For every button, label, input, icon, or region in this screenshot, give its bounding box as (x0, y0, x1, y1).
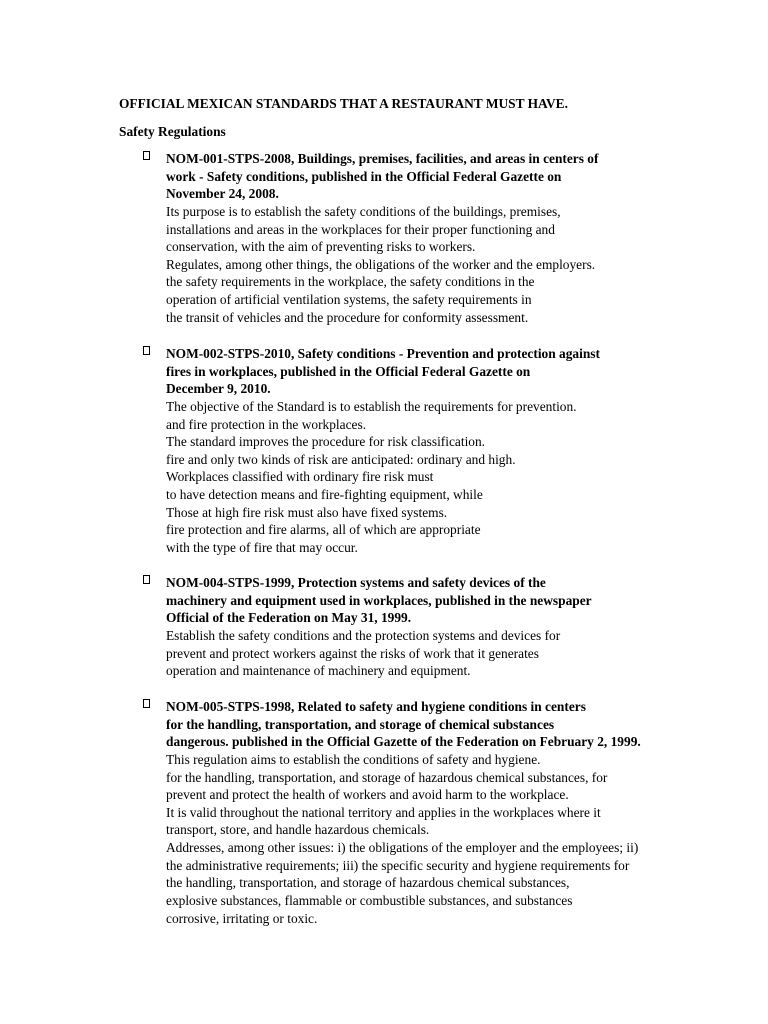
standard-heading-line: NOM-004-STPS-1999, Protection systems and safety devices of the (166, 575, 546, 590)
standard-text (166, 345, 600, 557)
standard-body-line: the safety requirements in the workplace, the safety conditions in the (166, 274, 535, 290)
standard-text (166, 698, 641, 927)
standard-heading-line: NOM-002-STPS-2010, Safety conditions - Prevention and protection against (166, 346, 600, 361)
standard-body-line: prevent and protect workers against the risks of work that it generates (166, 645, 539, 661)
checkbox-bullet-icon (143, 346, 150, 355)
standard-body-line: Regulates, among other things, the obligations of the worker and the employers. (166, 256, 596, 272)
standard-heading-line: Official of the Federation on May 31, 1999. (166, 610, 412, 626)
standard-body-line: transport, store, and handle hazardous chemicals. (166, 822, 430, 838)
standard-body-line: The objective of the Standard is to establish the requirements for prevention. (166, 398, 577, 414)
section-heading: Safety Regulations (119, 124, 226, 139)
standard-body-line: The standard improves the procedure for risk classification. (166, 434, 486, 450)
standard-heading-line: NOM-005-STPS-1998, Related to safety and hygiene conditions in centers (166, 699, 586, 714)
standard-body-line: explosive substances, flammable or combustible substances, and substances (166, 893, 573, 909)
standard-body-line: with the type of fire that may occur. (166, 540, 358, 556)
standard-body-line: Its purpose is to establish the safety conditions of the buildings, premises, (166, 203, 561, 219)
standard-body-line: the administrative requirements; iii) the specific security and hygiene requirements for (166, 857, 630, 873)
standard-heading-line: work - Safety conditions, published in the Official Federal Gazette on (166, 168, 562, 184)
standard-body-line: and fire protection in the workplaces. (166, 416, 367, 432)
standard-body-line: operation of artificial ventilation systems, the safety requirements in (166, 292, 532, 308)
standard-heading-line: dangerous. published in the Official Gazette of the Federation on February 2, 1999. (166, 734, 641, 750)
standard-body-line: Establish the safety conditions and the protection systems and devices for (166, 627, 561, 643)
standard-body-line: Workplaces classified with ordinary fire risk must (166, 469, 434, 485)
standard-heading-line: November 24, 2008. (166, 186, 279, 202)
standard-body-line: installations and areas in the workplaces for their proper functioning and (166, 221, 555, 237)
standard-body-line: operation and maintenance of machinery and equipment. (166, 663, 471, 679)
checkbox-bullet-icon (143, 151, 150, 160)
standard-body-line: It is valid throughout the national territory and applies in the workplaces where it (166, 804, 601, 820)
standard-body-line: Those at high fire risk must also have fixed systems. (166, 504, 448, 520)
standard-text (166, 150, 598, 326)
checkbox-bullet-icon (143, 575, 150, 584)
standard-body-line: for the handling, transportation, and storage of hazardous chemical substances, for (166, 769, 608, 785)
standard-heading-line: fires in workplaces, published in the Official Federal Gazette on (166, 363, 531, 379)
standard-text (166, 574, 592, 680)
standard-body-line: corrosive, irritating or toxic. (166, 910, 318, 926)
standard-heading-line: for the handling, transportation, and storage of chemical substances (166, 716, 555, 732)
standard-body-line: the handling, transportation, and storage of hazardous chemical substances, (166, 875, 570, 891)
standard-heading-line: machinery and equipment used in workplaces, published in the newspaper (166, 592, 592, 608)
standard-body-line: fire protection and fire alarms, all of which are appropriate (166, 522, 481, 538)
standard-body-line: fire and only two kinds of risk are anticipated: ordinary and high. (166, 451, 516, 467)
standard-body-line: to have detection means and fire-fighting equipment, while (166, 487, 483, 503)
document-title: OFFICIAL MEXICAN STANDARDS THAT A RESTAURANT MUST HAVE. (119, 96, 568, 111)
standard-body-line: Addresses, among other issues: i) the obligations of the employer and the employees; ii) (166, 840, 639, 856)
standard-body-line: This regulation aims to establish the conditions of safety and hygiene. (166, 751, 541, 767)
checkbox-bullet-icon (143, 699, 150, 708)
standard-body-line: conservation, with the aim of preventing risks to workers. (166, 239, 476, 255)
standard-body-line: the transit of vehicles and the procedure for conformity assessment. (166, 309, 529, 325)
standard-body-line: prevent and protect the health of workers and avoid harm to the workplace. (166, 787, 569, 803)
standard-heading-line: NOM-001-STPS-2008, Buildings, premises, facilities, and areas in centers of (166, 151, 599, 166)
standard-heading-line: December 9, 2010. (166, 381, 271, 397)
